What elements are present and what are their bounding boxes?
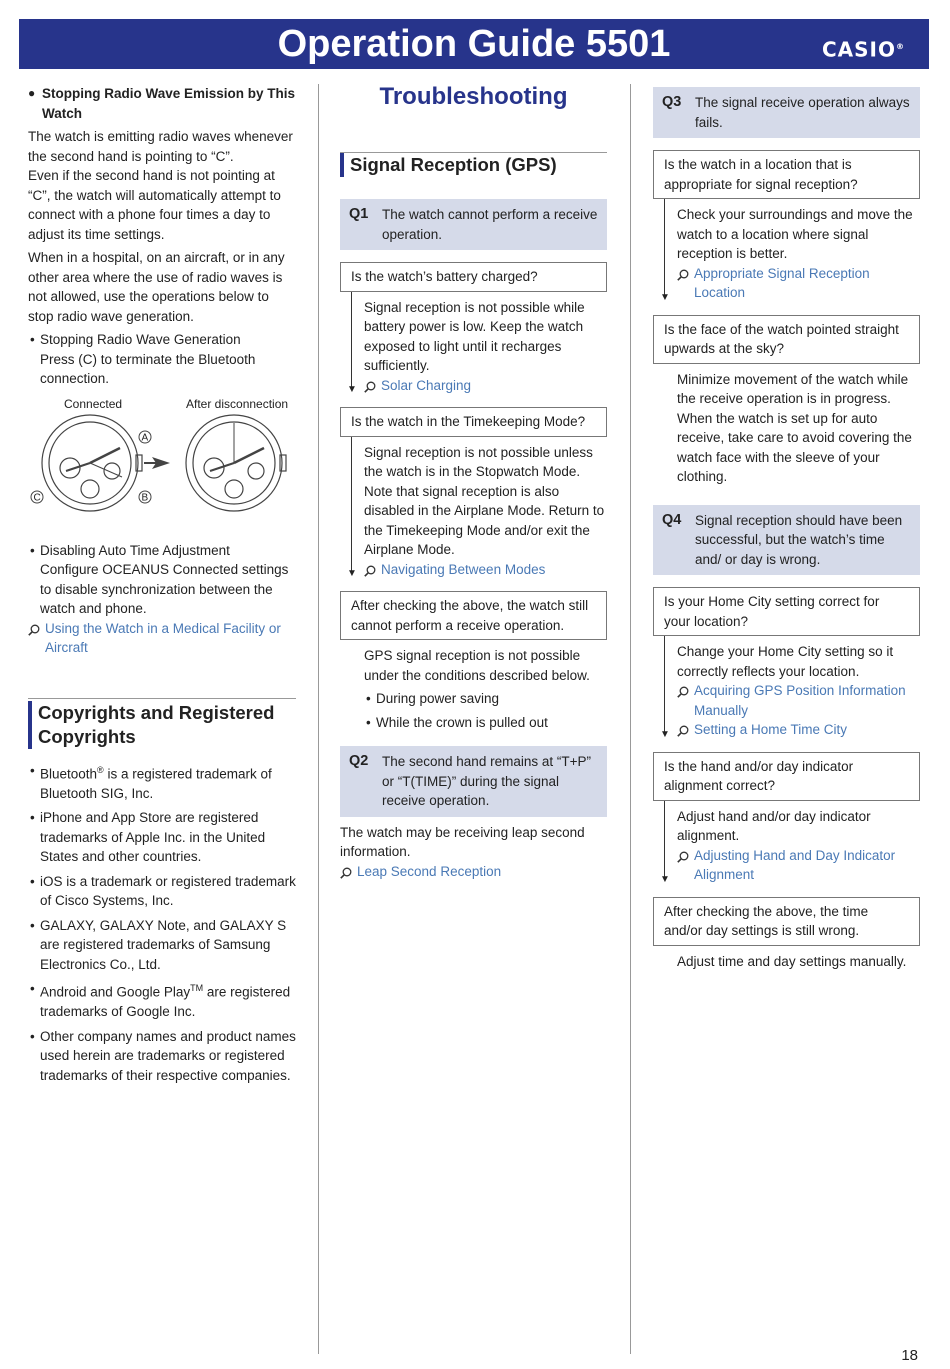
answer-block [653, 946, 920, 972]
column-left [28, 82, 296, 1085]
svg-text:A: A [141, 432, 149, 443]
answer-text: GPS signal reception is not possible under the conditions described below. [364, 648, 590, 683]
magnifier-icon [364, 565, 376, 577]
list-item-title: • Stopping Radio Wave Generation [40, 332, 241, 347]
list-item: • iPhone and App Store are registered trademarks of Apple Inc. in the United States and other countries. [28, 808, 296, 867]
question-box-q3 [653, 87, 920, 138]
page-number: 18 [901, 1346, 918, 1364]
link-leap-second[interactable]: Leap Second Reception [340, 862, 607, 882]
question-box-q4 [653, 505, 920, 576]
trademark-list [28, 761, 296, 1086]
figure-label-after-disconnection: After disconnection [186, 396, 289, 411]
paragraph: The watch is emitting radio waves whenever the second hand is pointing to “C”. [28, 129, 293, 164]
list-item [28, 541, 296, 619]
link-solar-charging[interactable]: Solar Charging [364, 376, 607, 396]
paragraph: Even if the second hand is not pointing at “C”, the watch will automatically attempt to connect with a phone four times a day to adjust its time settings. [28, 168, 281, 242]
answer-block [340, 437, 607, 580]
page-header [19, 19, 929, 69]
list-item: • GALAXY, GALAXY Note, and GALAXY S are registered trademarks of Samsung Electronics Co., Ltd. [28, 916, 296, 975]
answer-block [653, 636, 920, 740]
answer-text: Change your Home City setting so it correctly reflects your location. [677, 644, 894, 679]
page-title: Operation Guide 5501 [277, 23, 671, 65]
magnifier-icon [677, 851, 689, 863]
section-title: Troubleshooting [379, 83, 568, 110]
column-divider [318, 84, 319, 1354]
answer-text: The watch may be receiving leap second information. [340, 824, 585, 859]
question-text: The signal receive operation always fails. [695, 95, 910, 130]
answer-block [653, 801, 920, 885]
column-divider [630, 84, 631, 1354]
link-gps-position[interactable]: Acquiring GPS Position Information Manually [677, 681, 920, 720]
check-box: After checking the above, the watch still cannot perform a receive operation. [340, 591, 607, 640]
list-item: • Bluetooth® is a registered trademark of Bluetooth SIG, Inc. [28, 761, 296, 804]
answer-block [653, 364, 920, 487]
list-item-title: • Disabling Auto Time Adjustment [40, 542, 230, 558]
question-number: Q1 [349, 206, 369, 222]
answer-text: Adjust hand and/or day indicator alignment. [677, 808, 871, 843]
question-text: The second hand remains at “T+P” or “T(TIME)” during the signal receive operation. [382, 754, 591, 808]
question-box-q1 [340, 199, 607, 250]
list-item [28, 330, 296, 389]
answer-text: Check your surroundings and move the watch to a location where signal reception is better. [677, 207, 913, 261]
column-middle [340, 82, 607, 881]
check-box: Is the face of the watch pointed straight upwards at the sky? [653, 315, 920, 364]
list-item-text: Press (C) to terminate the Bluetooth connection. [40, 351, 256, 386]
down-arrow-icon: ▼ [661, 636, 671, 740]
question-text: Signal reception should have been successful, but the watch’s time and/ or day is wrong. [695, 512, 903, 567]
check-box: Is the watch in a location that is appropriate for signal reception? [653, 150, 920, 199]
check-box: Is the watch’s battery charged? [340, 262, 607, 292]
link-medical-facility[interactable]: Using the Watch in a Medical Facility or Aircraft [28, 619, 296, 658]
down-arrow-icon: ▼ [348, 292, 358, 396]
magnifier-icon [677, 725, 689, 737]
down-arrow-icon: ▼ [348, 437, 358, 580]
watch-illustration [28, 413, 296, 533]
check-box: Is your Home City setting correct for your location? [653, 587, 920, 636]
check-box: Is the hand and/or day indicator alignment correct? [653, 752, 920, 801]
link-adjusting-hand[interactable]: Adjusting Hand and Day Indicator Alignment [677, 846, 920, 885]
answer-text: Signal reception is not possible unless the watch is in the Stopwatch Mode. Note that signal reception is also disabled in the Airplane Mode. Return to the Timekeeping Mode and/or exit the Airplane Mode. [364, 444, 605, 557]
question-number: Q2 [349, 753, 369, 769]
down-arrow-icon: ▼ [661, 801, 671, 885]
list-item: • Other company names and product names used herein are trademarks or registered trademarks of their respective companies. [28, 1027, 296, 1086]
magnifier-icon [677, 686, 689, 698]
svg-text:C: C [33, 492, 41, 503]
answer-block [653, 199, 920, 303]
svg-text:B: B [141, 492, 149, 503]
magnifier-icon [677, 269, 689, 281]
question-number: Q3 [662, 94, 682, 110]
signal-reception-heading: Signal Reception (GPS) [340, 153, 607, 177]
copyrights-heading: Copyrights and Registered Copyrights [28, 701, 296, 749]
link-signal-location[interactable]: Appropriate Signal Reception Location [677, 264, 920, 303]
answer-text: Adjust time and day settings manually. [677, 953, 907, 969]
answer-text: When the watch is set up for auto receive, take care to avoid covering the watch face with the sleeve of your clothing. [677, 410, 912, 484]
link-navigating-modes[interactable]: Navigating Between Modes [364, 560, 607, 580]
answer-block [340, 640, 607, 732]
question-text: The watch cannot perform a receive operation. [382, 207, 598, 242]
list-item: • Android and Google Play™ are registered trademarks of Google Inc. [28, 979, 296, 1022]
stop-radio-heading: ● Stopping Radio Wave Emission by This Watch [28, 84, 296, 123]
down-arrow-icon: ▼ [661, 199, 671, 303]
magnifier-icon [364, 381, 376, 393]
question-box-q2 [340, 746, 607, 817]
casio-logo: CASIO® [821, 37, 905, 62]
question-number: Q4 [662, 511, 682, 528]
list-item: • During power saving [364, 689, 607, 709]
list-item: • iOS is a trademark or registered trademark of Cisco Systems, Inc. [28, 872, 296, 911]
figure-label-connected: Connected [64, 396, 123, 411]
watch-figure [28, 395, 296, 535]
check-box: Is the watch in the Timekeeping Mode? [340, 407, 607, 437]
check-box: After checking the above, the time and/or day settings is still wrong. [653, 897, 920, 946]
column-right [653, 87, 920, 971]
answer-block [340, 292, 607, 396]
magnifier-icon [340, 867, 352, 879]
section-rule [28, 698, 296, 699]
answer-text: Signal reception is not possible while battery power is low. Keep the watch exposed to light until it recharges sufficiently. [364, 299, 585, 373]
magnifier-icon [28, 624, 40, 636]
list-item: • While the crown is pulled out [364, 713, 607, 733]
paragraph: When in a hospital, on an aircraft, or in any other area where the use of radio waves is not allowed, use the operations below to stop radio wave generation. [28, 250, 285, 324]
list-item-text: Configure OCEANUS Connected settings to disable synchronization between the watch and phone. [40, 562, 289, 616]
link-home-time-city[interactable]: Setting a Home Time City [677, 720, 920, 740]
answer-text: Minimize movement of the watch while the receive operation is in progress. [677, 371, 909, 406]
